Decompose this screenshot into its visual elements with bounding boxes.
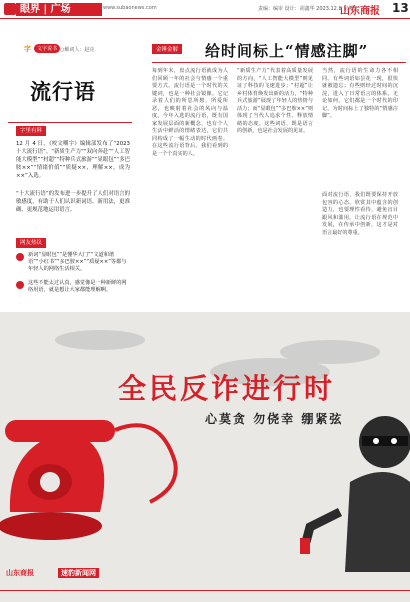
comment-text: 这些不能太过认真，感觉像是一种新鲜的网络用语，就是想让大家都能理解啊。 [28,280,127,293]
article-tag: 金锤金解 [152,44,182,54]
anti-fraud-banner [0,312,410,602]
divider [8,122,132,123]
footer-divider [0,590,410,591]
telephone-icon [0,420,176,540]
banner-subtitle: 心莫贪 勿侥幸 绷紧弦 [205,412,344,426]
column-tag-pill: 文字说书 [34,44,60,53]
column-author: ○解词人：赵亮 [60,47,95,53]
section-label: 眼界 | 广场 [16,3,102,16]
article-column-3: 当然，流行语的生命力各不相同。有些词语如昙花一现，很快就被遗忘；有些则经过时间的沉淀，进入了日常语言的体系。无论如何，它们都是一个时代的印记，为时间标上了独特的“情感注脚”。 [322,68,398,119]
page-header [0,0,410,19]
column-tag-main: 字 [24,45,31,53]
page-number: 13 [392,1,409,15]
header-url: www.subaonews.com [103,5,157,11]
comment-item [16,252,130,274]
banner-title: 全民反诈进行时 [118,372,336,405]
article-column-1: 每到年末，盘点流行语就成为人们回顾一年的社会与情感一个重要方式。流行语是一个时代的关键词，也是一种社会镜像。它记录着人们的所思所想，所爱所恶，也映射着社会的风向与温度。今年入选的流行语，既有国家发展层面的新概念，也有个人生活中鲜活的情绪表达，它们共同构成了一幅生动的时代画卷。在这些流行语背后，我们看到的是一个个真实的人。 [152,68,228,157]
comment-item [16,280,130,302]
footer-logo-news: 速豹新闻网 [58,568,99,578]
thief-icon [300,416,410,572]
left-paragraph-1: 12 月 4 日，《咬文嚼字》编辑部发布了“2023 十大流行语”。“新质生产力”“双向奔赴”“人工智能大模型”“村超”“特种兵式旅游”“显眼包”“多巴胺××”“情绪价值”“质疑××，理解××，成为××”入选。 [16,141,130,179]
article-column-4: 面对流行语，我们既要保持开放包容的心态，欣赏其中蕴含的创造力，也要理性看待，避免盲目跟风和滥用。让流行语在规范中发展，在传承中创新，这才是对语言最好的尊重。 [322,192,398,236]
article-column-2: “新质生产力”代表着高质量发展的方向，“人工智能大模型”则见证了科技的飞速进步；“村超”让乡村体育焕发出新的活力，“特种兵式旅游”展现了年轻人的热情与活力；而“显眼包”“多巴胺××”则体现了当代人追求个性、释放情绪的态度。这些词语，既是语言的创新，也是社会发展的见证。 [237,68,313,134]
page-title: 流行语 [30,79,96,104]
paper-logo-icon [4,3,16,15]
header-brand: 山东商报 [340,6,380,17]
article-title: 给时间标上“情感注脚” [205,42,369,60]
banner-illustration [0,312,410,602]
section-heading-1: 字里有料 [16,126,46,136]
comment-avatar-icon [16,281,24,289]
left-paragraph-2: “十大流行语”的发布进一步提升了人们对语言的敏感度，有助于人们认识新词语、新用法，更准确、更规范地运用语言。 [16,191,130,213]
divider [152,62,406,63]
comment-avatar-icon [16,253,24,261]
footer-logo: 山东商报 [6,569,34,577]
section-heading-2: 网友热议 [16,238,46,248]
header-meta: 责编：编审 设计：胡鑫华 2023.12.8 星期五 [258,6,359,12]
comment-text: 新词“显眼包”“是懂华大门”“文道和谐语”“小红书”“多巴胺××”“质疑××”等都与年轻人的网络生活相关。 [28,252,127,272]
column-tag [8,44,132,56]
